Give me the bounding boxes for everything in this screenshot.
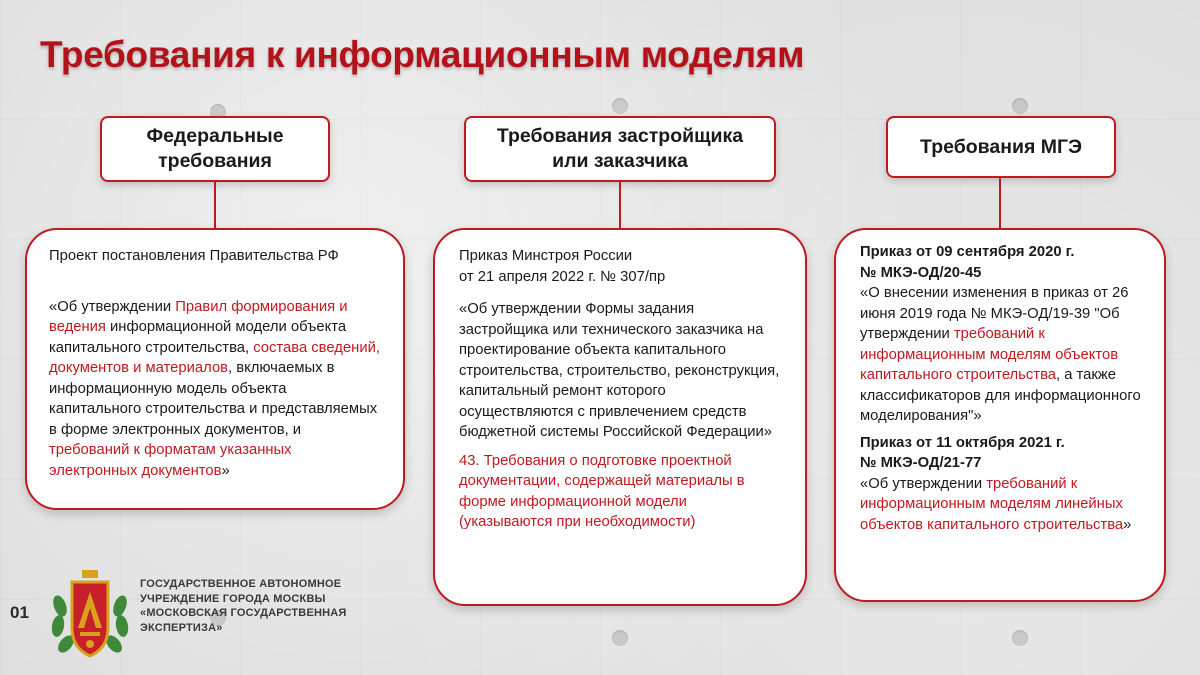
developer-header-line1: Требования застройщика xyxy=(496,125,744,147)
mge-order1-highlight: требований к информационным моделям объектов капитального строительства xyxy=(860,326,1119,383)
developer-item-43: 43. Требования о подготовке проектной документации, содержащей материалы в форме информационной модели (указываются при необходимости) xyxy=(459,452,745,530)
wall-dot xyxy=(612,98,628,114)
wall-dot xyxy=(1012,98,1028,114)
mge-connector xyxy=(999,178,1001,228)
federal-quote-text: информационной модели объекта капитального строительства, xyxy=(49,319,347,356)
mge-order2-line1: Приказ от 11 октября 2021 г. xyxy=(860,434,1065,451)
federal-quote xyxy=(49,297,381,482)
developer-card xyxy=(433,228,807,606)
developer-header-line2: или заказчика xyxy=(552,150,688,172)
developer-header xyxy=(464,116,776,182)
federal-doc-title: Проект постановления Правительства РФ xyxy=(49,248,339,264)
federal-header xyxy=(100,116,330,182)
mge-order1-line2: № МКЭ-ОД/20-45 xyxy=(860,264,982,281)
federal-header-line1: Федеральные xyxy=(146,125,284,147)
wall-dot xyxy=(1012,630,1028,646)
developer-doc-line2: от 21 апреля 2022 г. № 307/пр xyxy=(459,268,666,285)
mge-order2-text xyxy=(860,474,1150,536)
mge-order2-line2: № МКЭ-ОД/21-77 xyxy=(860,455,982,471)
slide-number: 01 xyxy=(10,603,29,622)
organization-line: ЭКСПЕРТИЗА» xyxy=(140,621,223,634)
mge-order2-highlight: требований к информационным моделям линейных объектов капитального строительства xyxy=(860,475,1124,533)
federal-quote-highlight: состава сведений, документов и материалов xyxy=(49,339,380,376)
federal-quote-text: «Об утверждении xyxy=(49,298,176,315)
federal-connector xyxy=(214,182,216,228)
mge-order2-text-part: » xyxy=(1123,516,1132,533)
organization-line: «МОСКОВСКАЯ ГОСУДАРСТВЕННАЯ xyxy=(140,607,347,619)
developer-connector xyxy=(619,182,621,228)
mge-header-label: Требования МГЭ xyxy=(920,135,1082,158)
page-title: Требования к информационным моделям xyxy=(40,34,805,75)
mge-order1-line1: Приказ от 09 сентября 2020 г. xyxy=(860,244,1075,260)
federal-quote-highlight: Правил формирования и ведения xyxy=(49,298,348,335)
federal-card xyxy=(25,228,405,510)
federal-quote-highlight: требований к форматам указанных электронных документов xyxy=(49,442,292,479)
emblem-logo xyxy=(50,566,130,664)
mge-header xyxy=(886,116,1116,178)
mge-order1-text-part: «О внесении изменения в приказ от 26 июня 2019 года № МКЭ-ОД/19-39 "Об утверждении xyxy=(860,285,1129,342)
mge-order2-text-part: «Об утверждении xyxy=(860,475,987,492)
mge-order1-text-part: , а также классификаторов для информационного моделирования"» xyxy=(860,367,1141,424)
organization-line: УЧРЕЖДЕНИЕ ГОРОДА МОСКВЫ xyxy=(140,592,326,605)
organization-line: ГОСУДАРСТВЕННОЕ АВТОНОМНОЕ xyxy=(140,578,342,590)
mge-card xyxy=(834,228,1166,602)
wall-dot xyxy=(612,630,628,646)
federal-quote-text: » xyxy=(221,462,230,479)
federal-header-line2: требования xyxy=(158,150,272,172)
organization-name xyxy=(140,577,380,635)
developer-doc-line1: Приказ Минстроя России xyxy=(459,248,633,264)
developer-quote: «Об утверждении Формы задания застройщика или технического заказчика на проектирование объекта капитального строительства, строительство, реконструкция, капитальный ремонт которого осуществляются с привлечением средств бюджетной системы Российской Федерации» xyxy=(459,301,780,440)
federal-quote-text: , включаемых в информационную модель объекта капитального строительства и представляемых в форме электронных документов, и xyxy=(49,360,378,438)
mge-order1-text xyxy=(860,283,1150,427)
